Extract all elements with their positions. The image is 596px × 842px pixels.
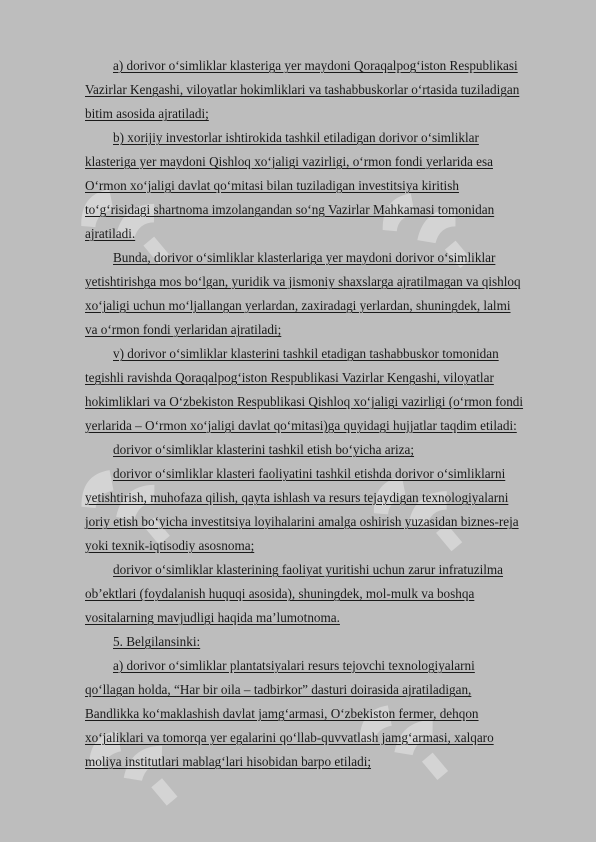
- section-heading: 5. Belgilansinki:: [113, 634, 201, 649]
- watermark-logo: [70, 150, 200, 290]
- text-line: klasteriga yer maydoni Qishloq xoʻjaligi vazirligi, oʻrmon fondi yerlarida esa: [85, 154, 493, 169]
- text-line: va oʻrmon fondi yerlaridan ajratiladi;: [85, 322, 282, 337]
- text-line: yetishtirishga mos boʻlgan, yuridik va jismoniy shaxslarga ajratilmagan va qishloq: [85, 274, 521, 289]
- text-line: b) xorijiy investorlar ishtirokida tashkil etiladigan dorivor oʻsimliklar: [113, 130, 479, 145]
- text-line: toʻgʻrisidagi shartnoma imzolangandan soʻng Vazirlar Mahkamasi tomonidan: [85, 202, 495, 217]
- text-line: obʼektlari (foydalanish huquqi asosida), shuningdek, mol-mulk va boshqa: [85, 586, 475, 601]
- text-line: dorivor oʻsimliklar klasterining faoliyat yuritishi uchun zarur infratuzilma: [113, 562, 504, 577]
- text-line: xoʻjaliklari va tomorqa yer egalarini qoʻllab-quvvatlash jamgʻarmasi, xalqaro: [85, 730, 494, 745]
- text-line: ajratiladi.: [85, 226, 136, 241]
- text-line: a) dorivor oʻsimliklar plantatsiyalari resurs tejovchi texnologiyalarni: [113, 658, 475, 673]
- text-line: Oʻrmon xoʻjaligi davlat qoʻmitasi bilan tuziladigan investitsiya kiritish: [85, 178, 459, 193]
- text-line: v) dorivor oʻsimliklar klasterini tashkil etadigan tashabbuskor tomonidan: [113, 346, 499, 361]
- text-line: hokimliklari va Oʻzbekiston Respublikasi Qishloq xoʻjaligi vazirligi (oʻrmon fondi: [85, 394, 524, 409]
- text-line: dorivor oʻsimliklar klasteri faoliyatini tashkil etishda dorivor oʻsimliklarni: [113, 466, 506, 481]
- text-line: dorivor oʻsimliklar klasterini tashkil etish boʻyicha ariza;: [113, 442, 415, 457]
- text-line: Bandlikka koʻmaklashish davlat jamgʻarmasi, Oʻzbekiston fermer, dehqon: [85, 706, 479, 721]
- text-line: moliya institutlari mablagʻlari hisobidan barpo etiladi;: [85, 754, 372, 769]
- text-line: tegishli ravishda Qoraqalpogʻiston Respublikasi Vazirlar Kengashi, viloyatlar: [85, 370, 494, 385]
- text-line: vositalarning mavjudligi haqida maʼlumotnoma.: [85, 610, 340, 625]
- text-line: Vazirlar Kengashi, viloyatlar hokimliklari va tashabbuskorlar oʻrtasida tuziladigan: [85, 82, 520, 97]
- text-line: xoʻjaligi uchun moʻljallangan yerlardan, zaxiradagi yerlardan, shuningdek, lalmi: [85, 298, 511, 313]
- text-line: qoʻllagan holda, “Har bir oila – tadbirkor” dasturi doirasida ajratiladigan,: [85, 682, 472, 697]
- text-line: yoki texnik-iqtisodiy asosnoma;: [85, 538, 255, 553]
- text-line: yetishtirish, muhofaza qilish, qayta ishlash va resurs tejaydigan texnologiyalarni: [85, 490, 509, 505]
- text-line: bitim asosida ajratiladi;: [85, 106, 209, 121]
- text-line: joriy etish boʻyicha investitsiya loyihalarini amalga oshirish yuzasidan biznes-reja: [85, 514, 519, 529]
- text-line: yerlarida – Oʻrmon xoʻjaligi davlat qoʻmitasi)ga quyidagi hujjatlar taqdim etiladi:: [85, 418, 517, 433]
- text-line: a) dorivor oʻsimliklar klasteriga yer maydoni Qoraqalpogʻiston Respublikasi: [113, 58, 518, 73]
- text-line: Bunda, dorivor oʻsimliklar klasterlariga yer maydoni dorivor oʻsimliklar: [113, 250, 496, 265]
